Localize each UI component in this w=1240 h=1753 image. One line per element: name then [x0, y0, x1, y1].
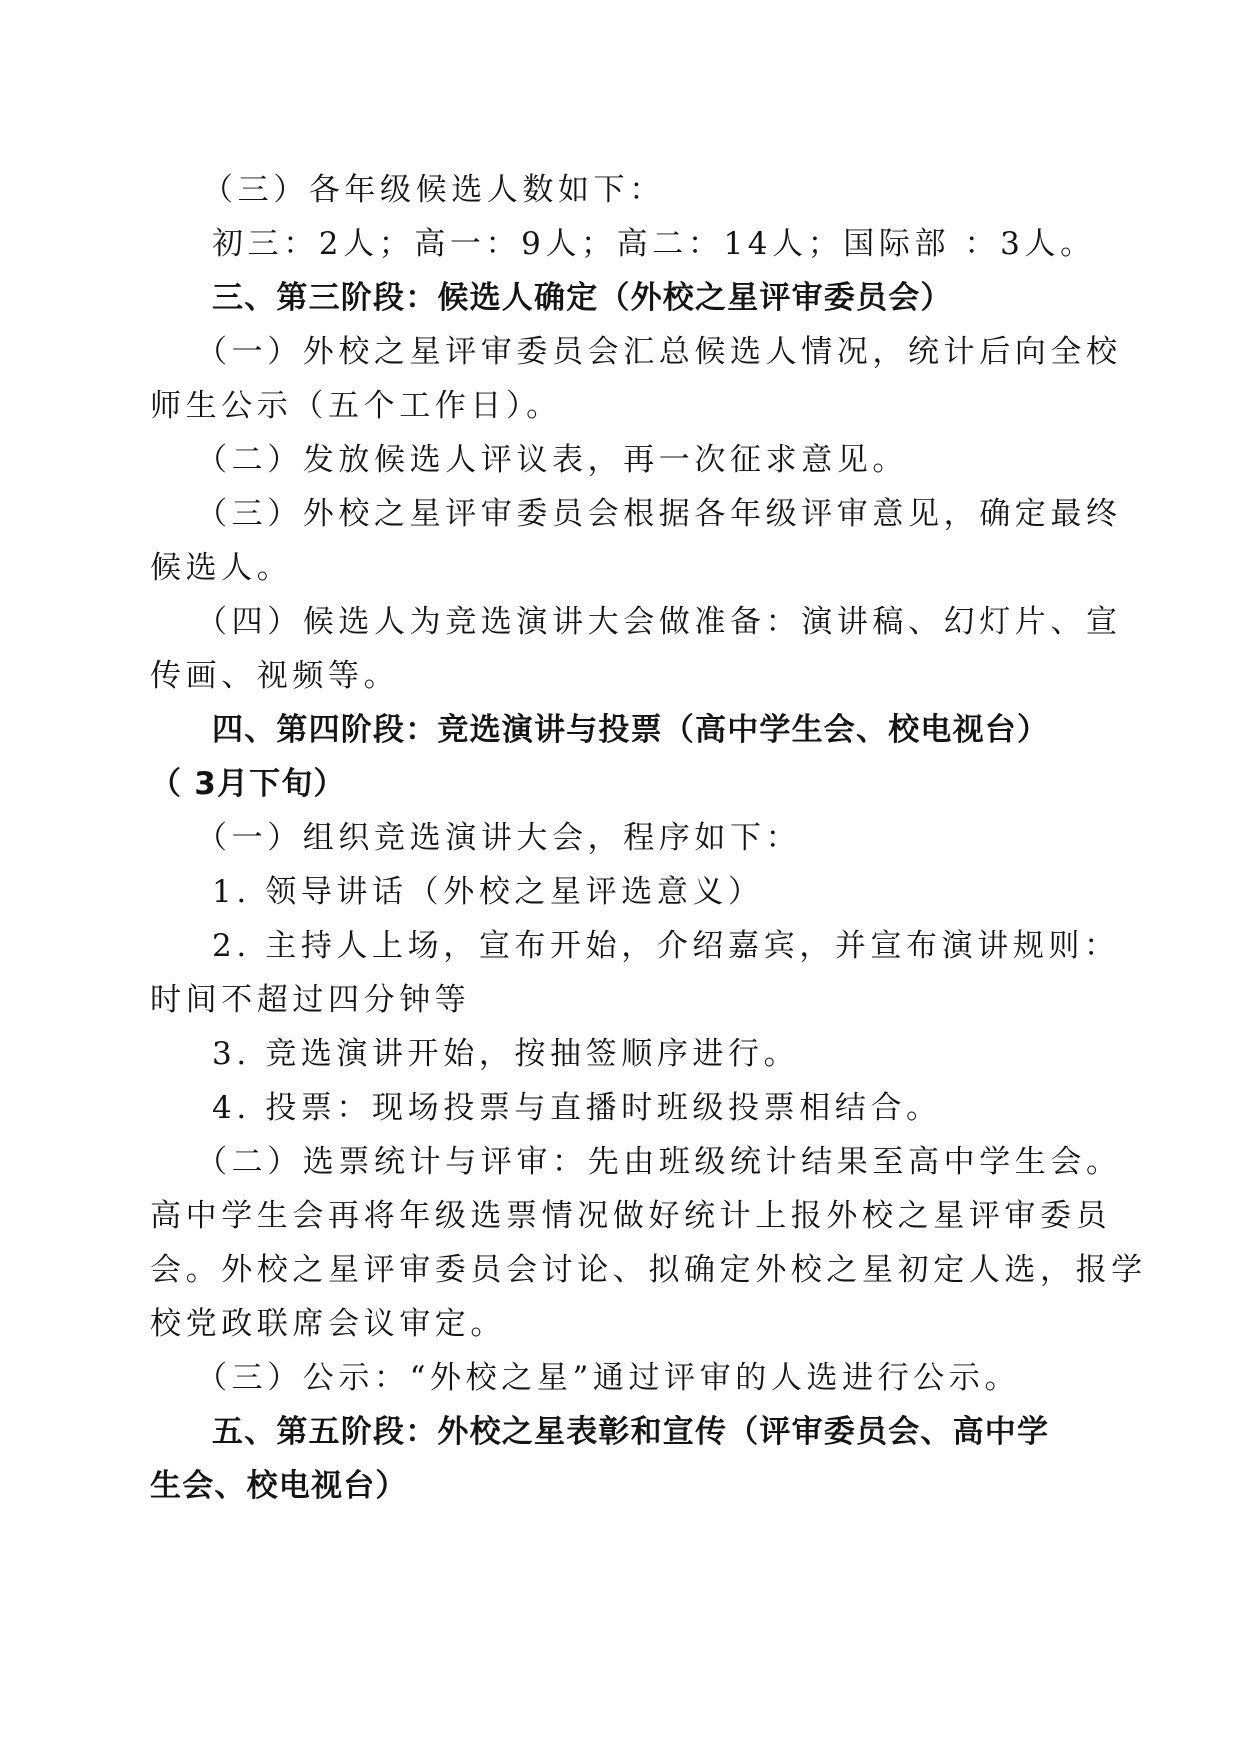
paragraph-line: （一）组织竞选演讲大会，程序如下： [196, 820, 802, 856]
paragraph-line: （三）各年级候选人数如下： [202, 172, 665, 208]
paragraph-line: 高中学生会再将年级选票情况做好统计上报外校之星评审委员 [150, 1198, 1112, 1234]
paragraph-line: 2. 主持人上场，宣布开始，介绍嘉宾，并宣布演讲规则： [212, 928, 1120, 964]
paragraph-line: （三）外校之星评审委员会根据各年级评审意见，确定最终 [196, 496, 1122, 532]
paragraph-line: （二）选票统计与评审：先由班级统计结果至高中学生会。 [196, 1144, 1122, 1180]
paragraph-line: （一）外校之星评审委员会汇总候选人情况，统计后向全校 [196, 334, 1122, 370]
paragraph-line: 传画、视频等。 [150, 658, 400, 694]
section-heading: 四、第四阶段：竞选演讲与投票（高中学生会、校电视台） [212, 712, 1050, 748]
section-heading: （ 3月下旬） [150, 766, 346, 802]
section-heading: 三、第三阶段：候选人确定（外校之星评审委员会） [212, 280, 953, 316]
paragraph-line: （二）发放候选人评议表，再一次征求意见。 [196, 442, 908, 478]
section-heading: 五、第五阶段：外校之星表彰和宣传（评审委员会、高中学 [212, 1414, 1050, 1450]
paragraph-line: 1. 领导讲话（外校之星评选意义） [212, 874, 764, 910]
paragraph-line: 3. 竞选演讲开始，按抽签顺序进行。 [212, 1036, 800, 1072]
paragraph-line: 候选人。 [150, 550, 293, 586]
paragraph-line: 时间不超过四分钟等 [150, 982, 471, 1018]
paragraph-line: （三）公示：“外校之星”通过评审的人选进行公示。 [196, 1360, 1021, 1396]
section-heading: 生会、校电视台） [150, 1468, 408, 1504]
paragraph-line: （四）候选人为竞选演讲大会做准备：演讲稿、幻灯片、宣 [196, 604, 1122, 640]
paragraph-line: 校党政联席会议审定。 [150, 1306, 506, 1342]
paragraph-line: 师生公示（五个工作日）。 [150, 388, 562, 424]
paragraph-line: 初三：2人；高一：9人；高二：14人；国际部 ：3人。 [212, 226, 1096, 262]
paragraph-line: 4. 投票：现场投票与直播时班级投票相结合。 [212, 1090, 942, 1126]
paragraph-line: 会。外校之星评审委员会讨论、拟确定外校之星初定人选，报学 [150, 1252, 1147, 1288]
